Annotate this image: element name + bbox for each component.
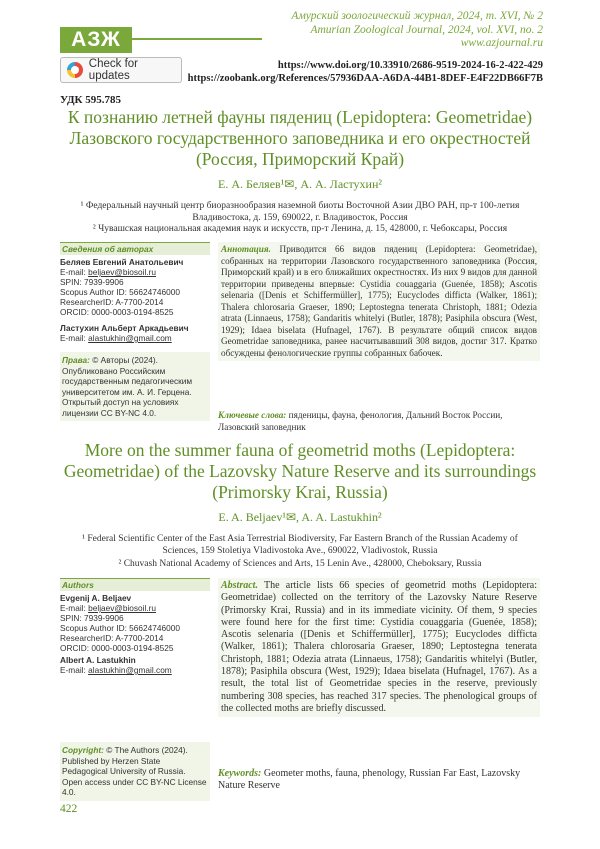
abstract-text-en: The article lists 66 species of geometrid moths (Lepidoptera: Geometridae) collected on the territory of the Lazovsky Nature Reserve (Primorsky Krai, Russia) and in its immediate vicinity. Of them, 9 species were found here for the first time: Cystidia couaggaria (Guenée, 1858); Ascotis selenaria ([Denis et Schiffermüller], 1775); Eucyclodes difficta (Walker, 1861); Thalera chlorosaria Graeser, 1890; Leptostegna tenerata Christoph, 1881; Odezia atrata (Linnaeus, 1758); Gandaritis whitelyi (Butler, 1878); Pasiphila obscura (West, 1929); Idaea biselata (Hufnagel, 1767). As a result, the total list of Geometridae species in the reserve, previously numbering 308 species, has reached 317 species. The phenological groups of the collected moths are briefly discussed. — [221, 580, 537, 714]
author2-email-link-ru[interactable]: alastukhin@gmail.com — [88, 333, 172, 343]
sidebar-heading-ru: Сведения об авторах — [60, 242, 210, 255]
author1-email-ru: E-mail: beljaev@biosoil.ru — [60, 267, 157, 277]
abstract-label-en: Abstract. — [221, 580, 258, 591]
author1-spin-en: SPIN: 7939-9906 — [60, 613, 124, 623]
journal-logo: АЗЖ — [60, 27, 132, 53]
rights-ru — [60, 352, 210, 421]
journal-name-en: Amurian Zoological Journal, 2024, vol. XVI, no. 2 — [310, 23, 543, 36]
abstract-text-ru: Приводится 66 видов пядениц (Lepidoptera: Geometridae), собранных на территории Лазовского государственного заповедника (Россия, Приморский край) и в его ближайших окрестностях. Из них 9 видов для данной территории приведены впервые: Cystidia couaggaria (Guenée, 1858); Ascotis selenaria ([Denis et Schiffermüller], 1775); Eucyclodes difficta (Walker, 1861); Thalera chlorosaria Graeser, 1890; Leptostegna tenerata Christoph, 1881; Odezia atrata (Linnaeus, 1758); Gandaritis whitelyi (Butler, 1878); Pasiphila obscura (West, 1929); Idaea biselata (Hufnagel, 1767). В результате общий список видов Geometridae заповедника, ранее насчитывавший 308 видов, достиг 317. Кратко обсуждены фенологические группы собранных бабочек. — [221, 244, 537, 358]
sidebar-heading-en: Authors — [60, 578, 210, 591]
author1-researcher-en: ResearcherID: A-7700-2014 — [60, 633, 164, 643]
authors-sidebar-ru — [60, 242, 210, 343]
title-ru: К познанию летней фауны пядениц (Lepidoptera: Geometridae) Лазовского государственного заповедника и его окрестностей (Россия, Приморский Край) — [67, 107, 533, 169]
rights-text-en: © The Authors (2024). Published by Herzen State Pedagogical University of Russia. Open access under CC BY-NC License 4.0. — [62, 745, 207, 797]
authors-ru: Е. А. Беляев¹✉, А. А. Ластухин² — [217, 177, 382, 191]
author1-orcid-en: ORCID: 0000-0003-0194-8525 — [60, 643, 174, 653]
author2-email-link-en[interactable]: alastukhin@gmail.com — [88, 665, 172, 675]
author1-scopus-en: Scopus Author ID: 56624746000 — [60, 623, 180, 633]
keywords-ru — [218, 410, 540, 433]
check-updates-button[interactable] — [60, 57, 182, 83]
affiliation-en-2: ² Chuvash National Academy of Sciences and Arts, 15 Lenin Ave., 428000, Cheboksary, Russia — [118, 559, 482, 569]
logo-divider — [132, 38, 262, 40]
authors-en: E. A. Beljaev¹✉, A. A. Lastukhin² — [218, 510, 382, 524]
author1-email-link-ru[interactable]: beljaev@biosoil.ru — [88, 267, 157, 277]
author2-email-ru: E-mail: alastukhin@gmail.com — [60, 333, 172, 343]
author2-email-en: E-mail: alastukhin@gmail.com — [60, 665, 172, 675]
author1-name-ru: Беляев Евгений Анатольевич — [60, 257, 184, 267]
title-en: More on the summer fauna of geometrid moths (Lepidoptera: Geometridae) of the Lazovsky Nature Reserve and its surroundings (Primorsky Krai, Russia) — [63, 440, 537, 502]
author1-orcid-ru: ORCID: 0000-0003-0194-8525 — [60, 307, 174, 317]
author1-scopus-ru: Scopus Author ID: 56624746000 — [60, 287, 180, 297]
abstract-ru — [218, 242, 540, 361]
affiliation-ru-2: ² Чувашская национальная академия наук и искусств, пр-т Ленина, д. 15, 428000, г. Чебоксары, Россия — [92, 224, 508, 234]
rights-text-ru: © Авторы (2024). Опубликовано Российским государственным педагогическим университетом им. А. И. Герцена. Открытый доступ на условиях лицензии CC BY-NC 4.0. — [62, 355, 193, 418]
abstract-label-ru: Аннотация. — [221, 244, 271, 254]
keywords-label-ru: Ключевые слова: — [218, 410, 287, 420]
journal-name-ru: Амурский зоологический журнал, 2024, т. XVI, № 2 — [291, 10, 543, 22]
keywords-text-ru: пяденицы, фауна, фенология, Дальний Восток России, Лазовский заповедник — [218, 410, 503, 432]
rights-en — [60, 742, 210, 801]
keywords-text-en: Geometer moths, fauna, phenology, Russian Far East, Lazovsky Nature Reserve — [218, 768, 521, 792]
rights-label-ru: Права: — [62, 355, 90, 365]
author1-name-en: Evgenij A. Beljaev — [60, 593, 132, 603]
doi-block — [188, 59, 543, 85]
check-updates-icon — [67, 62, 83, 78]
rights-label-en: Copyright: — [62, 745, 104, 755]
udk-code: УДК 595.785 — [60, 94, 122, 106]
page-number: 422 — [60, 803, 78, 815]
affiliation-en-1: ¹ Federal Scientific Center of the East Asia Terrestrial Biodiversity, Far Eastern Branch of the Russian Academy of Sciences, 159 Stoletiya Vladivostoka Ave., 690022, Vladivostok, Russia — [82, 534, 518, 556]
author2-name-ru: Ластухин Альберт Аркадьевич — [60, 323, 189, 333]
keywords-label-en: Keywords: — [218, 768, 262, 779]
check-updates-label: Check for updates — [88, 58, 139, 82]
zoobank-link[interactable]: https://zoobank.org/References/57936DAA-A6DA-44B1-8DEF-E4F22DB66F7B — [187, 73, 543, 84]
author1-email-en: E-mail: beljaev@biosoil.ru — [60, 603, 157, 613]
author2-name-en: Albert A. Lastukhin — [60, 655, 136, 665]
author1-email-link-en[interactable]: beljaev@biosoil.ru — [88, 603, 157, 613]
affiliation-ru-1: ¹ Федеральный научный центр биоразнообразия наземной биоты Восточной Азии ДВО РАН, пр-т 100-летия Владивостока, д. 159, 690022, г. Владивосток, Россия — [80, 201, 520, 223]
journal-site-link[interactable]: www.azjournal.ru — [460, 37, 543, 49]
doi-link[interactable]: https://www.doi.org/10.33910/2686-9519-2024-16-2-422-429 — [277, 60, 543, 71]
authors-sidebar-en — [60, 578, 210, 675]
keywords-en — [218, 768, 540, 793]
journal-info — [291, 10, 543, 51]
abstract-en — [218, 578, 540, 717]
author1-researcher-ru: ResearcherID: A-7700-2014 — [60, 297, 164, 307]
author1-spin-ru: SPIN: 7939-9906 — [60, 277, 124, 287]
